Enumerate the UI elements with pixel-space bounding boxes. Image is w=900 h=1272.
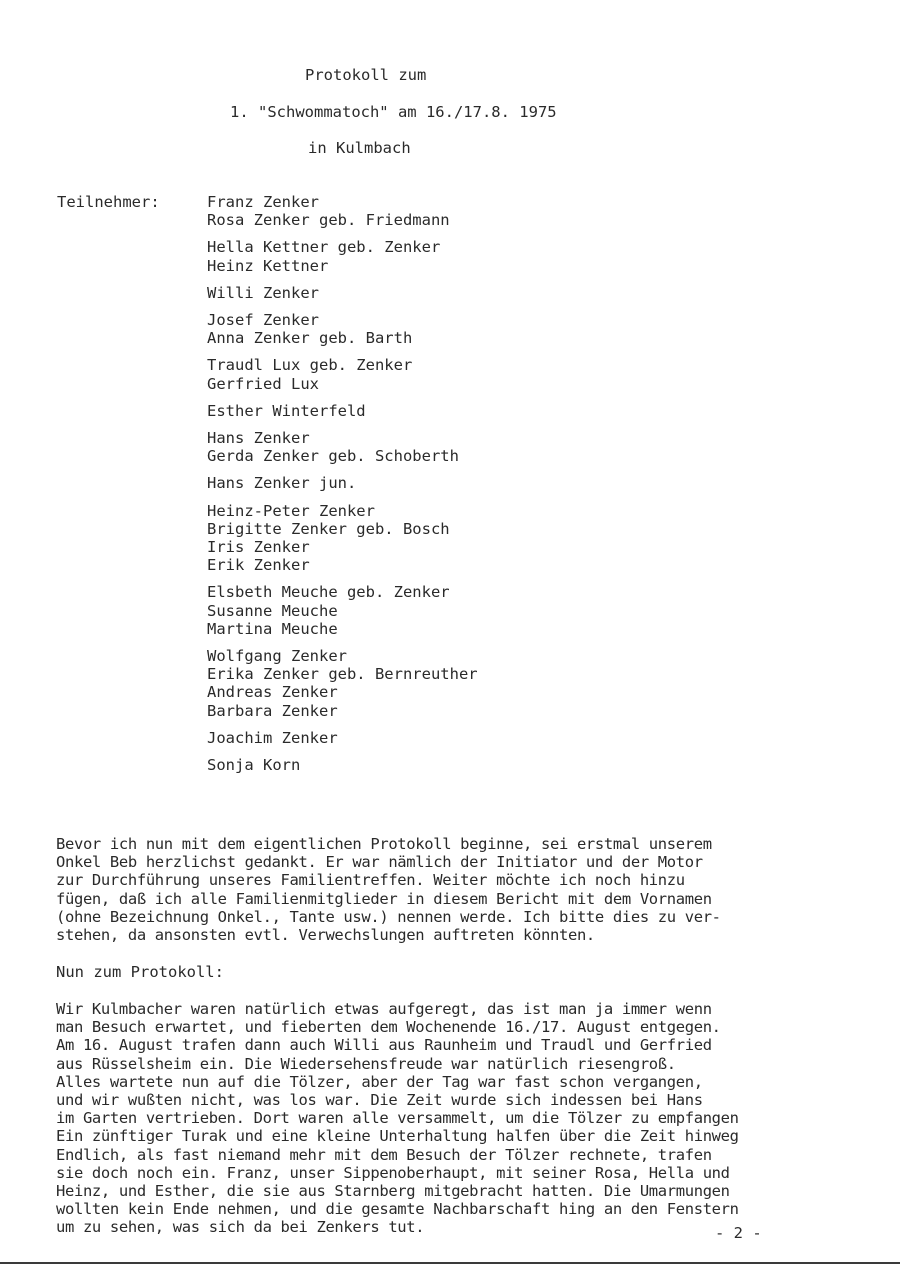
participant-group [207,429,478,465]
participant-group [207,756,478,774]
participant-group [207,474,478,492]
text-line: zur Durchführung unseres Familientreffen. Weiter möchte ich noch hinzu [56,871,685,890]
participant-group [207,729,478,747]
participant-name: Hans Zenker jun. [207,474,357,493]
participant-name: Gerda Zenker geb. Schoberth [207,447,459,466]
text-line: (ohne Bezeichnung Onkel., Tante usw.) nennen werde. Ich bitte dies zu ver- [56,907,721,926]
text-line: Am 16. August trafen dann auch Willi aus Raunheim und Traudl und Gerfried [56,1036,712,1055]
participant-group [207,583,478,638]
participant-name: Barbara Zenker [207,701,338,720]
participant-group [207,502,478,575]
participant-name: Rosa Zenker geb. Friedmann [207,211,450,230]
report-paragraph [56,1000,876,1237]
participant-name: Hans Zenker [207,429,310,448]
participant-name: Esther Winterfeld [207,401,366,420]
text-line: Bevor ich nun mit dem eigentlichen Protokoll beginne, sei erstmal unserem [56,835,712,853]
bottom-rule [0,1262,900,1264]
text-line: fügen, daß ich alle Familienmitglieder in diesem Bericht mit dem Vornamen [56,889,712,908]
section-heading: Nun zum Protokoll: [56,963,224,981]
text-line: stehen, da ansonsten evtl. Verwechslungen auftreten könnten. [56,926,595,945]
participant-name: Brigitte Zenker geb. Bosch [207,519,450,538]
participant-group [207,311,478,347]
participant-name: Sonja Korn [207,756,301,775]
participant-name: Traudl Lux geb. Zenker [207,356,413,375]
page-number: - 2 - [715,1224,762,1242]
participant-name: Hella Kettner geb. Zenker [207,238,441,257]
participant-group [207,284,478,302]
participant-name: Willi Zenker [207,283,319,302]
title-line-1: Protokoll zum [305,66,427,84]
participant-group [207,356,478,392]
participants-label: Teilnehmer: [57,193,160,211]
title-line-2: 1. "Schwommatoch" am 16./17.8. 1975 [230,103,557,121]
participant-name: Erik Zenker [207,556,310,575]
participant-name: Anna Zenker geb. Barth [207,329,413,348]
text-line: und wir wußten nicht, was los war. Die Zeit wurde sich indessen bei Hans [56,1091,703,1110]
text-line: um zu sehen, was sich da bei Zenkers tut. [56,1218,425,1237]
participant-name: Elsbeth Meuche geb. Zenker [207,583,450,602]
text-line: aus Rüsselsheim ein. Die Wiedersehensfreude war natürlich riesengroß. [56,1054,676,1073]
participant-name: Iris Zenker [207,538,310,557]
participant-name: Franz Zenker [207,193,319,211]
participants-list [207,193,478,783]
participant-group [207,647,478,720]
participant-name: Josef Zenker [207,311,319,330]
text-line: Alles wartete nun auf die Tölzer, aber der Tag war fast schon vergangen, [56,1072,703,1091]
intro-paragraph [56,835,876,944]
title-line-3: in Kulmbach [308,139,411,157]
participant-name: Susanne Meuche [207,601,338,620]
participant-name: Gerfried Lux [207,374,319,393]
participant-group [207,193,478,229]
text-line: Onkel Beb herzlichst gedankt. Er war nämlich der Initiator und der Motor [56,853,703,872]
text-line: man Besuch erwartet, und fieberten dem Wochenende 16./17. August entgegen. [56,1018,721,1037]
participant-name: Wolfgang Zenker [207,647,347,666]
participant-name: Erika Zenker geb. Bernreuther [207,665,478,684]
participant-name: Andreas Zenker [207,683,338,702]
participant-name: Heinz Kettner [207,256,329,275]
participant-group [207,238,478,274]
participant-name: Martina Meuche [207,619,338,638]
participant-name: Heinz-Peter Zenker [207,501,375,520]
text-line: im Garten vertrieben. Dort waren alle versammelt, um die Tölzer zu empfangen [56,1109,739,1128]
text-line: Ein zünftiger Turak und eine kleine Unterhaltung halfen über die Zeit hinweg [56,1127,739,1146]
text-line: Heinz, und Esther, die sie aus Starnberg mitgebracht hatten. Die Umarmungen [56,1182,730,1201]
participant-name: Joachim Zenker [207,728,338,747]
participant-group [207,402,478,420]
text-line: sie doch noch ein. Franz, unser Sippenoberhaupt, mit seiner Rosa, Hella und [56,1163,730,1182]
text-line: wollten kein Ende nehmen, und die gesamte Nachbarschaft hing an den Fenstern [56,1200,739,1219]
text-line: Wir Kulmbacher waren natürlich etwas aufgeregt, das ist man ja immer wenn [56,1000,712,1018]
text-line: Endlich, als fast niemand mehr mit dem Besuch der Tölzer rechnete, trafen [56,1145,712,1164]
